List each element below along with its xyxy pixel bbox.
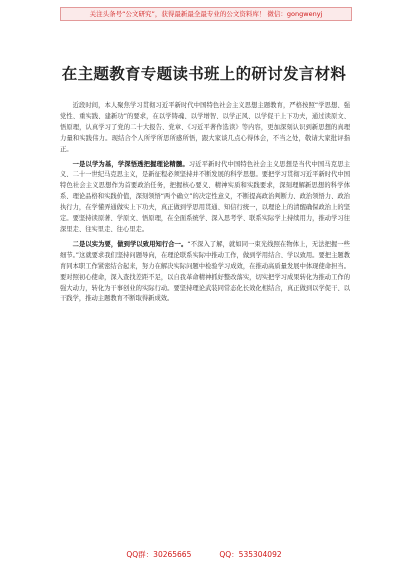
footer-contact <box>0 549 408 561</box>
paragraph-text: 习近平新时代中国特色社会主义思想是当代中国马克思主义、二十一世纪马克思主义，是新征程必须坚持并不断发展的科学思想。要把学习贯彻习近平新时代中国特色社会主义思想作为首要政治任务，把握核心要义、精神实质和实践要求，深刻理解新思想的科学体系、理论品格和实践价值，深刻领悟“两个确立”的决定性意义，不断提高政治判断力、政治领悟力、政治执行力，在学懂弄通做实上下功夫，真正做到学思用贯通、知信行统一，以理论上的清醒确保政治上的坚定。要坚持读原著、学原文、悟原理，在全面系统学、深入思考学、联系实际学上持续用力，推动学习往深里走、往实里走、往心里走。 <box>60 160 350 233</box>
paragraph-text: “不深入了解，就如同一束光线照在物体上，无法把握一些细节。”这就要求我们坚持问题导向，在理论联系实际中推动工作，做到学用结合、学以致用。要把主题教育同本职工作紧密结合起来，努力在解决实际问题中检验学习成效，在推动高质量发展中体现使命担当。要对照初心使命，深入查找差距不足，以自我革命精神抓好整改落实，切实把学习成果转化为推动工作的强大动力，转化为干事创业的实际行动。要坚持理论武装同常态化长效化相结合，真正做到以学促干、以干践学，推动主题教育不断取得新成效。 <box>60 240 350 303</box>
paragraph <box>60 101 350 156</box>
top-banner: 关注头条号“公文研究”，获得最新最全最专业的公文资料库！ 微信：gongwenyj <box>60 7 352 21</box>
paragraph-text: 近段时间，本人聚焦学习贯彻习近平新时代中国特色社会主义思想主题教育，严格按照“学思想、强党性、重实践、建新功”的要求，在以学铸魂、以学增智、以学正风、以学促干上下功夫，通过读原文、悟原理，认真学习了党的二十大报告、党章、《习近平著作选读》等内容，更加深刻认识到新思想的真理力量和实践伟力。现结合个人所学所思所感所悟，跟大家谈几点心得体会，不当之处，敬请大家批评指正。 <box>60 102 350 153</box>
footer-qq-group: QQ群：30265665 <box>126 550 192 559</box>
paragraph-lead: 二是以实为要，做到学以致用知行合一。 <box>72 240 188 248</box>
document-title: 在主题教育专题读书班上的研讨发言材料 <box>61 65 347 83</box>
document-body <box>60 101 350 544</box>
paragraph <box>60 160 350 236</box>
paragraph <box>60 240 350 305</box>
footer-qq: QQ：535304092 <box>219 550 282 559</box>
paragraph-lead: 一是以学为基，学深悟透把握理论精髓。 <box>72 160 189 168</box>
